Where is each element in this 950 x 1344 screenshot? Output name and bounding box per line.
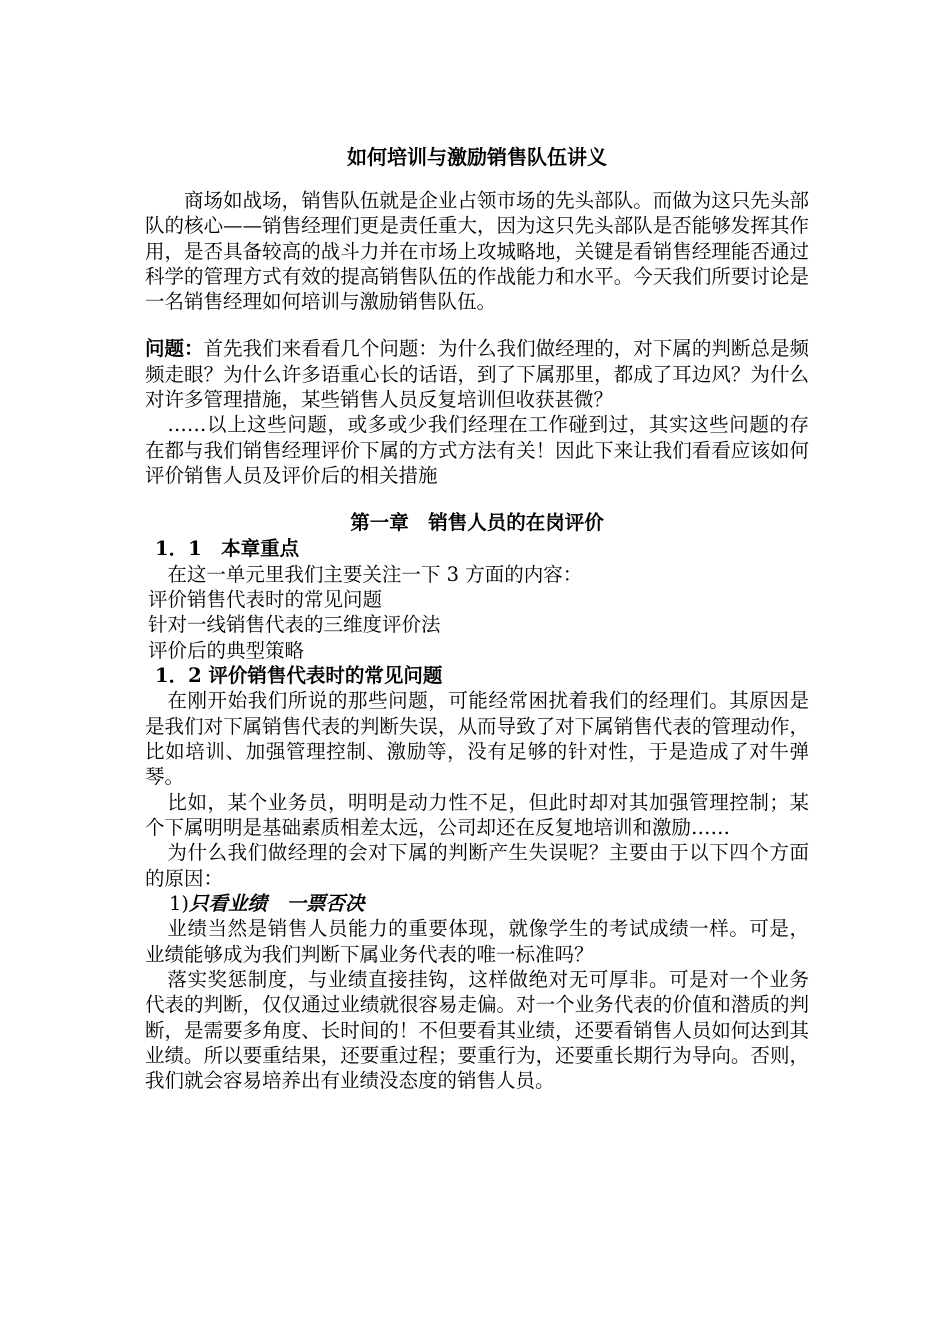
reason-1-heading	[145, 891, 809, 917]
question-label: 问题：	[145, 337, 204, 361]
reason-1-number: 1)	[169, 891, 190, 915]
question-followup-paragraph: ……以上这些问题，或多或少我们经理在工作碰到过，其实这些问题的存在都与我们销售经理评价下属的方式方法有关！因此下来让我们看看应该如何评价销售人员及评价后的相关措施	[145, 413, 809, 487]
section-1-2-paragraph-2: 比如，某个业务员，明明是动力性不足，但此时却对其加强管理控制；某个下属明明是基础素质相差太远，公司却还在反复地培训和激励……	[145, 790, 809, 839]
section-heading-1-1: 1．1 本章重点	[155, 537, 300, 561]
question-text: 首先我们来看看几个问题：为什么我们做经理的，对下属的判断总是频频走眼？为什么许多语重心长的话语，到了下属那里，都成了耳边风？为什么对许多管理措施，某些销售人员反复培训但收获甚微？	[145, 337, 809, 412]
section-heading-1-2: 1．2 评价销售代表时的常见问题	[155, 663, 443, 687]
section-1-2-paragraph-3: 为什么我们做经理的会对下属的判断产生失误呢？主要由于以下四个方面的原因：	[145, 841, 809, 890]
reason-1-paragraph-1: 业绩当然是销售人员能力的重要体现，就像学生的考试成绩一样。可是，业绩能够成为我们判断下属业务代表的唯一标准吗？	[145, 917, 809, 966]
intro-paragraph: 商场如战场，销售队伍就是企业占领市场的先头部队。而做为这只先头部队的核心——销售经理们更是责任重大，因为这只先头部队是否能够发挥其作用，是否具备较高的战斗力并在市场上攻城略地，关键是看销售经理能否通过科学的管理方式有效的提高销售队伍的作战能力和水平。今天我们所要讨论是一名销售经理如何培训与激励销售队伍。	[145, 189, 809, 314]
spacer	[145, 314, 809, 336]
chapter-title: 第一章 销售人员的在岗评价	[350, 511, 604, 535]
focus-item-2: 针对一线销售代表的三维度评价法	[148, 613, 441, 637]
focus-item-3: 评价后的典型策略	[148, 638, 305, 662]
spacer	[145, 488, 809, 510]
document-title: 如何培训与激励销售队伍讲义	[347, 145, 607, 169]
reason-1-title: 只看业绩 一票否决	[189, 891, 365, 915]
section-1-1-intro: 在这一单元里我们主要关注一下 3 方面的内容：	[167, 562, 583, 586]
reason-1-paragraph-2: 落实奖惩制度，与业绩直接挂钩，这样做绝对无可厚非。可是对一个业务代表的判断，仅仅通过业绩就很容易走偏。对一个业务代表的价值和潜质的判断，是需要多角度、长时间的！不但要看其业绩，还要看销售人员如何达到其业绩。所以要重结果，还要重过程；要重行为，还要重长期行为导向。否则，我们就会容易培养出有业绩没态度的销售人员。	[145, 967, 809, 1093]
section-1-2-paragraph-1: 在刚开始我们所说的那些问题，可能经常困扰着我们的经理们。其原因是是我们对下属销售代表的判断失误，从而导致了对下属销售代表的管理动作，比如培训、加强管理控制、激励等，没有足够的针对性，于是造成了对牛弹琴。	[145, 689, 809, 789]
document-page	[145, 140, 809, 1093]
focus-item-1: 评价销售代表时的常见问题	[148, 588, 383, 612]
question-paragraph	[145, 336, 809, 412]
